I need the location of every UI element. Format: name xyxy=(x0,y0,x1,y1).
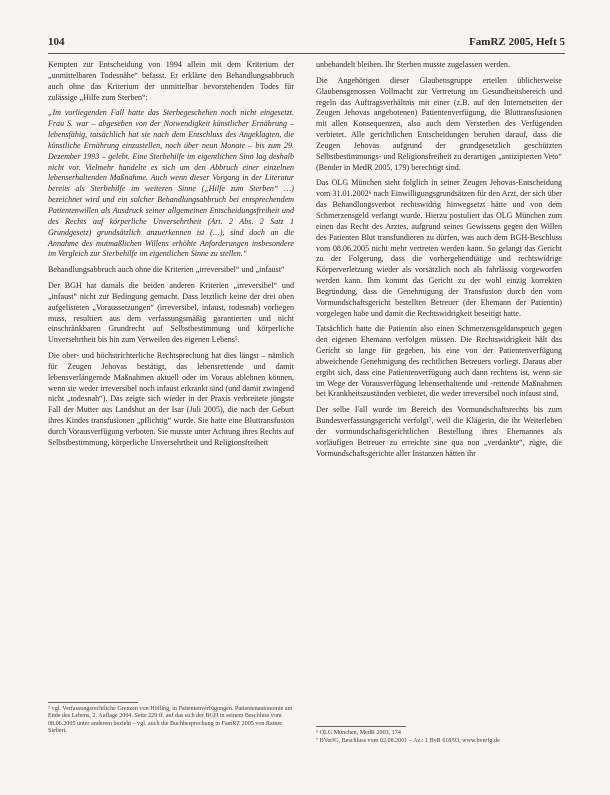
paragraph: Der selbe Fall wurde im Bereich des Vormundschaftsrechts bis zum Bundesverfassungsgericht verfolgt⁷, weil die Klägerin, die ihr Weiterleben der vormundschaftsgerichtlichen Bestellung ihres Ehemannes als vorläufigen Betreuer zu erreichte sine qua non „verdankte“, rügte, die Vormundschaftsgerichte aller Instanzen hätten ihr xyxy=(316,405,562,458)
footnote: ⁶ OLG München, MedR 2003, 174 xyxy=(316,730,401,736)
footnote: ⁵ vgl. Verfassungsrechtliche Grenzen von Höfling, in Patientenverfügungen. Patientenautonomie am Ende des Lebens, 2. Auflage 2004. Seite 229 ff. auf das sich der BGH in seinem Beschluss vom 08.06.2005 unter anderem bezieht – vgl. auch die Buchbesprechung in FamRZ 2005 von Rainer Siebert. xyxy=(48,706,293,735)
paragraph: Der BGH hat damals die beiden anderen Kriterien „irreversibel“ und „infaust“ nicht zur Bedingung gemacht. Dass letztlich keine der drei oben aufgelisteten „Voraussetzungen“ (irreversibel, infaust, todesnah) vorliegen muss, resultiert aus dem verfassungsmäßig garantierten und nicht einschränkbaren Grundrecht auf Selbstbestimmung und körperliche Unversehrtheit bis hin zum Verweilen des eigenen Lebens⁵. xyxy=(48,281,294,345)
paragraph: Die Angehörigen dieser Glaubensgruppe erteilen üblicherweise Glaubensgenossen Vollmacht zur Vertretung im Gesundheitsbereich und regeln das Auftragsverhältnis mit einer (z.B. auf den Internetseiten der Zeugen Jehovas angebotenen) Patientenverfügung, die Bluttransfusionen mit allen Konsequenzen, also auch dem Versterben des Verfügenden verbietet. Alle gerichtlichen Entscheidungen beruhen darauf, dass die Zeugen Jehovas aufgrund der grundgesetzlich geschützten Selbstbestimmungs- und Religionsfreiheit zu derartigen „antizipierten Veto“ (Bender in MedR 2005, 179) berechtigt sind. xyxy=(316,75,562,172)
right-column xyxy=(316,60,562,465)
footnotes-right xyxy=(316,726,562,747)
page-number: 104 xyxy=(48,36,65,48)
paragraph: Das OLG München sieht folglich in seiner Zeugen Jehovas-Entscheidung vom 31.01.2002⁶ nach Einwilligungsgrundsätzen für den Arzt, der sich über das Behandlungsverbot rechtswidrig hinwegsetzt hätte und von dem Schmerzensgeld verlangt wurde. Hierzu postuliert das OLG München zum einen das Recht des Arztes, aufgrund seines Gewissens gegen den Willen des Patienten Blut transfundieren zu dürfen, was auch dem BGH-Beschluss vom 08.06.2005 nicht mehr vertreten werden kann. So gelangt das Gericht zu der Folgerung, dass die vorhergehendtätige und rechtswidrige Körperverletzung wieder als vorsätzlich noch als fahrlässig vorgeworfen werden kann. Ihm kommt das Gericht zu der wohl einzig korrekten Begründung, dass die Genehmigung der Transfusion durch den vom Vormundschaftsgericht bestellten Betreuer (der Ehemann der Patientin) vorgelegen habe und damit die Rechtswidrigkeit beseitigt hatte. xyxy=(316,178,562,318)
paragraph: Kempten zur Entscheidung von 1994 allein mit dem Kriterium der „unmittelbaren Todesnähe“ befasst. Er erklärte den Behandlungsabbruch auch ohne das Kriterium der unmittelbar bevorstehenden Todes für zulässige „Hilfe zum Sterben“: xyxy=(48,60,294,102)
paragraph: Die ober- und höchstrichterliche Rechtsprechung hat dies längst – nämlich für Zeugen Jehovas bestätigt, das lebensrettende und damit lebensverlängernde Maßnahmen aktuell oder im Voraus ablehnen können, wenn sie weder irreversibel noch infaust erkrankt sind (und damit zwingend nicht „todesnah“). Das zeigte sich wieder in der Praxis verbreitete jüngste Fall der Mutter aus Landshut an der Isar (Juli 2005), die nach der Geburt ihres Kindes transfusionen „pflichtig“ wurde. Sie hatte eine Bluttransfusion durch Vorausverfügung verboten. Sie musste unter Achtung ihres Rechts auf Selbstbestimmung, körperliche Unversehrtheit und Religionsfreiheit xyxy=(48,351,294,447)
footnotes-left xyxy=(48,702,294,737)
journal-reference: FamRZ 2005, Heft 5 xyxy=(469,36,565,48)
left-column xyxy=(48,60,294,454)
paragraph: unbehandelt bleiben. Ihr Sterben musste zugelassen werden. xyxy=(316,60,510,69)
footnote: ⁷ BVerfG, Beschluss vom 02.08.2001 – Az.: 1 BvR 618/93, www.bverfg.de xyxy=(316,738,500,745)
court-quote: „Im vorliegenden Fall hatte das Sterbegeschehen noch nicht eingesetzt. Frau S. war – abgesehen von der Notwendigkeit künstlicher Ernährung – lebensfähig, tatsächlich hat sie nach dem Entschluss des Angeklagten, die künstliche Ernährung einzustellen, noch über neun Monate – bis zum 29. Dezember 1993 – gelebt. Eine Sterbehilfe im eigentlichen Sinn lag deshalb nicht vor. Vielmehr handelte es sich um den Abbruch einer einzelnen lebenserhaltenden Maßnahme. Auch wenn dieser Vorgang in der Literatur bereits als Sterbehilfe im weiteren Sinne („Hilfe zum Sterben“ …) bezeichnet wird und ein solcher Behandlungsabbruch bei entsprechendem Patientenwillen als Ausdruck seiner allgemeinen Entscheidungsfreiheit und des Rechts auf körperliche Unversehrtheit (Art. 2 Abs. 2 Satz 1 Grundgesetz) grundsätzlich anzuerkennen ist (…), sind doch an die Annahme des mutmaßlichen Willens erhöhte Anforderungen insbesondere im Vergleich zur Sterbehilfe im eigentlichen Sinne zu stellen.“ xyxy=(48,108,294,259)
footnote-rule xyxy=(316,726,406,727)
paragraph: Behandlungsabbruch auch ohne die Kriterien „irreversibel“ und „infaust“ xyxy=(48,265,285,275)
header-rule xyxy=(48,53,565,54)
footnote-rule xyxy=(48,702,138,703)
paragraph: Tatsächlich hatte die Patientin also einen Schmerzensgeldanspruch gegen den eigenen Ehemann verfolgen müssen. Die Rechtswidrigkeit hält das Gericht so lange für gegeben, bis eine von der Patientenverfügung abweichende Genehmigung des rechtlichen Betreuers vorliegt. Daraus aber ergibt sich, dass eine Patientenverfügung auch dann rechtens ist, wenn sie im Wege der Vorausverfügung lebenserhaltende und -rettende Maßnahmen bei Krankheitszuständen verbietet, die weder irreversibel noch infaust sind. xyxy=(316,324,562,399)
